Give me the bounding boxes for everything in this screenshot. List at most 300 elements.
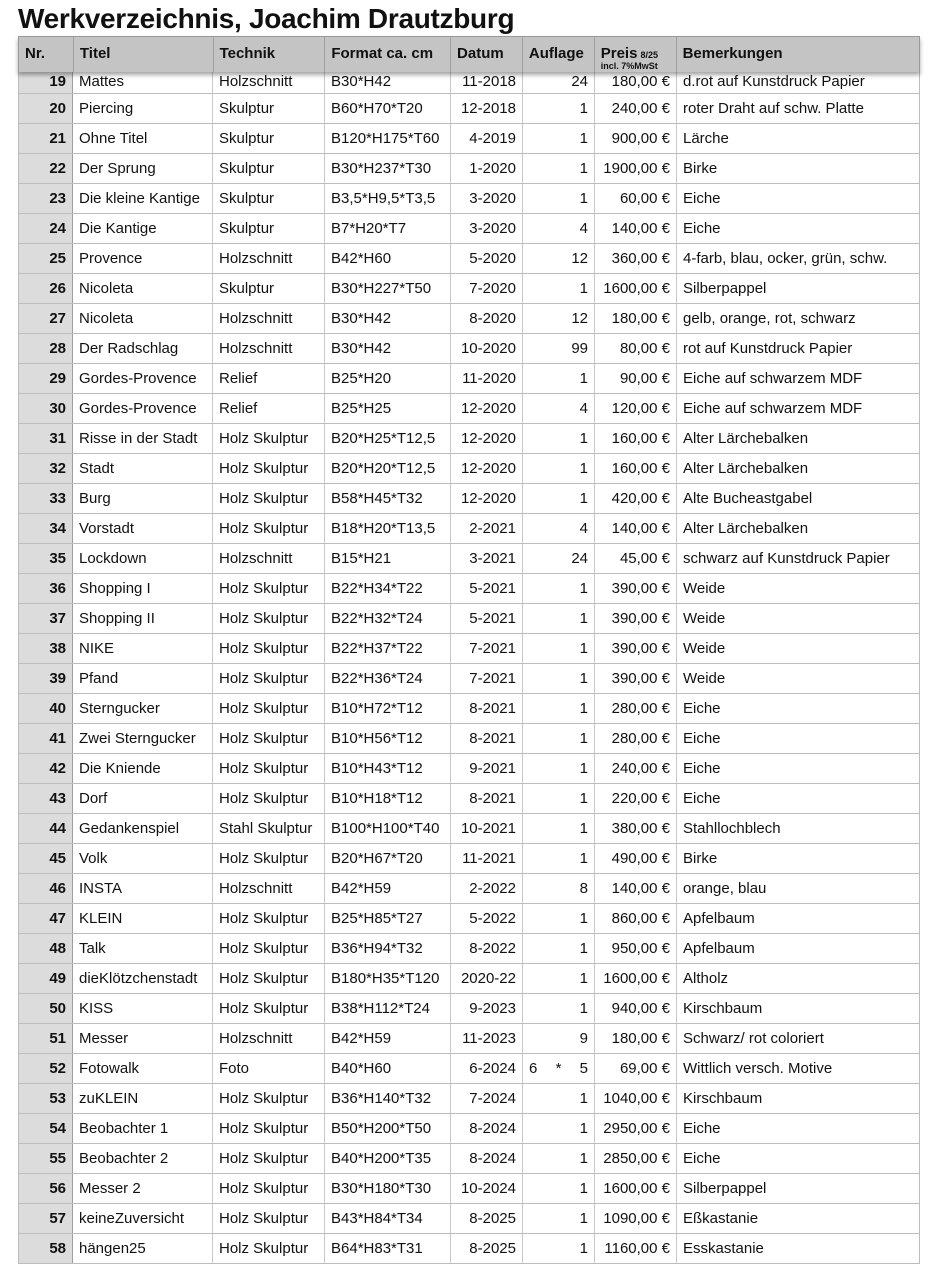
- table-row[interactable]: [18, 1144, 920, 1174]
- cell-nr[interactable]: 51: [18, 1024, 73, 1053]
- cell-titel[interactable]: Shopping I: [73, 574, 213, 603]
- cell-titel[interactable]: Nicoleta: [73, 304, 213, 333]
- cell-technik[interactable]: Holz Skulptur: [213, 1234, 325, 1263]
- cell-technik[interactable]: Holz Skulptur: [213, 964, 325, 993]
- cell-auflage[interactable]: 1: [523, 814, 595, 843]
- cell-format[interactable]: B180*H35*T120: [325, 964, 451, 993]
- cell-nr[interactable]: 37: [18, 604, 73, 633]
- header-datum[interactable]: Datum: [451, 37, 523, 72]
- cell-nr[interactable]: 49: [18, 964, 73, 993]
- cell-bemerkungen[interactable]: Birke: [677, 844, 920, 873]
- cell-nr[interactable]: 52: [18, 1054, 73, 1083]
- cell-bemerkungen[interactable]: Alte Bucheastgabel: [677, 484, 920, 513]
- cell-preis[interactable]: 390,00 €: [595, 664, 677, 693]
- table-row[interactable]: [18, 1174, 920, 1204]
- cell-preis[interactable]: 45,00 €: [595, 544, 677, 573]
- cell-technik[interactable]: Holz Skulptur: [213, 484, 325, 513]
- cell-titel[interactable]: Sterngucker: [73, 694, 213, 723]
- cell-technik[interactable]: Skulptur: [213, 124, 325, 153]
- cell-nr[interactable]: 58: [18, 1234, 73, 1263]
- cell-auflage[interactable]: 9: [523, 1024, 595, 1053]
- cell-format[interactable]: B10*H56*T12: [325, 724, 451, 753]
- cell-auflage[interactable]: 1: [523, 634, 595, 663]
- cell-format[interactable]: B36*H140*T32: [325, 1084, 451, 1113]
- cell-bemerkungen[interactable]: Eiche: [677, 1114, 920, 1143]
- cell-technik[interactable]: Holz Skulptur: [213, 514, 325, 543]
- cell-technik[interactable]: Skulptur: [213, 274, 325, 303]
- cell-titel[interactable]: Vorstadt: [73, 514, 213, 543]
- cell-datum[interactable]: 12-2018: [451, 94, 523, 123]
- cell-datum[interactable]: 5-2020: [451, 244, 523, 273]
- cell-nr[interactable]: 53: [18, 1084, 73, 1113]
- cell-titel[interactable]: Fotowalk: [73, 1054, 213, 1083]
- cell-titel[interactable]: Die Kniende: [73, 754, 213, 783]
- cell-format[interactable]: B10*H18*T12: [325, 784, 451, 813]
- cell-bemerkungen[interactable]: Alter Lärchebalken: [677, 514, 920, 543]
- cell-datum[interactable]: 5-2022: [451, 904, 523, 933]
- cell-preis[interactable]: 940,00 €: [595, 994, 677, 1023]
- cell-format[interactable]: B120*H175*T60: [325, 124, 451, 153]
- cell-nr[interactable]: 25: [18, 244, 73, 273]
- cell-bemerkungen[interactable]: Kirschbaum: [677, 1084, 920, 1113]
- cell-auflage[interactable]: 1: [523, 484, 595, 513]
- cell-format[interactable]: B40*H200*T35: [325, 1144, 451, 1173]
- cell-auflage[interactable]: 1: [523, 724, 595, 753]
- cell-preis[interactable]: 2950,00 €: [595, 1114, 677, 1143]
- table-row[interactable]: [18, 694, 920, 724]
- table-row[interactable]: [18, 454, 920, 484]
- cell-auflage[interactable]: 24: [523, 72, 595, 93]
- table-row[interactable]: [18, 844, 920, 874]
- cell-titel[interactable]: Stadt: [73, 454, 213, 483]
- cell-nr[interactable]: 27: [18, 304, 73, 333]
- cell-bemerkungen[interactable]: Stahllochblech: [677, 814, 920, 843]
- table-row[interactable]: [18, 1084, 920, 1114]
- cell-format[interactable]: B22*H34*T22: [325, 574, 451, 603]
- cell-datum[interactable]: 8-2025: [451, 1234, 523, 1263]
- cell-nr[interactable]: 41: [18, 724, 73, 753]
- table-row[interactable]: [18, 124, 920, 154]
- cell-nr[interactable]: 44: [18, 814, 73, 843]
- table-row[interactable]: [18, 1204, 920, 1234]
- cell-nr[interactable]: 42: [18, 754, 73, 783]
- cell-nr[interactable]: 47: [18, 904, 73, 933]
- cell-format[interactable]: B22*H37*T22: [325, 634, 451, 663]
- cell-titel[interactable]: Der Sprung: [73, 154, 213, 183]
- table-row[interactable]: [18, 814, 920, 844]
- cell-bemerkungen[interactable]: Apfelbaum: [677, 904, 920, 933]
- cell-datum[interactable]: 8-2024: [451, 1114, 523, 1143]
- cell-titel[interactable]: hängen25: [73, 1234, 213, 1263]
- cell-technik[interactable]: Holzschnitt: [213, 874, 325, 903]
- cell-preis[interactable]: 120,00 €: [595, 394, 677, 423]
- cell-titel[interactable]: keineZuversicht: [73, 1204, 213, 1233]
- cell-format[interactable]: B20*H20*T12,5: [325, 454, 451, 483]
- cell-technik[interactable]: Holz Skulptur: [213, 1114, 325, 1143]
- table-row[interactable]: [18, 574, 920, 604]
- cell-datum[interactable]: 3-2021: [451, 544, 523, 573]
- cell-titel[interactable]: Mattes: [73, 72, 213, 93]
- cell-format[interactable]: B22*H36*T24: [325, 664, 451, 693]
- cell-datum[interactable]: 7-2021: [451, 634, 523, 663]
- cell-titel[interactable]: Risse in der Stadt: [73, 424, 213, 453]
- table-row[interactable]: [18, 634, 920, 664]
- cell-titel[interactable]: Shopping II: [73, 604, 213, 633]
- cell-datum[interactable]: 7-2020: [451, 274, 523, 303]
- cell-bemerkungen[interactable]: Eiche: [677, 784, 920, 813]
- cell-auflage[interactable]: 1: [523, 604, 595, 633]
- cell-auflage[interactable]: 1: [523, 1144, 595, 1173]
- cell-titel[interactable]: Gordes-Provence: [73, 394, 213, 423]
- cell-preis[interactable]: 360,00 €: [595, 244, 677, 273]
- cell-datum[interactable]: 9-2021: [451, 754, 523, 783]
- cell-titel[interactable]: Die Kantige: [73, 214, 213, 243]
- cell-datum[interactable]: 10-2024: [451, 1174, 523, 1203]
- cell-nr[interactable]: 20: [18, 94, 73, 123]
- cell-preis[interactable]: 1040,00 €: [595, 1084, 677, 1113]
- cell-datum[interactable]: 7-2024: [451, 1084, 523, 1113]
- header-nr[interactable]: Nr.: [19, 37, 74, 72]
- cell-bemerkungen[interactable]: Weide: [677, 574, 920, 603]
- cell-auflage[interactable]: 1: [523, 154, 595, 183]
- cell-nr[interactable]: 40: [18, 694, 73, 723]
- cell-preis[interactable]: 280,00 €: [595, 694, 677, 723]
- cell-titel[interactable]: NIKE: [73, 634, 213, 663]
- cell-format[interactable]: B30*H42: [325, 304, 451, 333]
- cell-technik[interactable]: Holzschnitt: [213, 1024, 325, 1053]
- cell-preis[interactable]: 1600,00 €: [595, 274, 677, 303]
- cell-auflage[interactable]: 1: [523, 754, 595, 783]
- cell-technik[interactable]: Skulptur: [213, 214, 325, 243]
- cell-preis[interactable]: 180,00 €: [595, 304, 677, 333]
- cell-datum[interactable]: 8-2024: [451, 1144, 523, 1173]
- cell-nr[interactable]: 29: [18, 364, 73, 393]
- cell-nr[interactable]: 24: [18, 214, 73, 243]
- cell-auflage[interactable]: 1: [523, 784, 595, 813]
- cell-titel[interactable]: Beobachter 2: [73, 1144, 213, 1173]
- table-row[interactable]: [18, 72, 920, 94]
- cell-nr[interactable]: 19: [18, 72, 73, 93]
- cell-technik[interactable]: Holzschnitt: [213, 304, 325, 333]
- cell-datum[interactable]: 12-2020: [451, 424, 523, 453]
- cell-preis[interactable]: 390,00 €: [595, 604, 677, 633]
- table-row[interactable]: [18, 964, 920, 994]
- table-row[interactable]: [18, 214, 920, 244]
- cell-bemerkungen[interactable]: Apfelbaum: [677, 934, 920, 963]
- cell-nr[interactable]: 36: [18, 574, 73, 603]
- table-row[interactable]: [18, 334, 920, 364]
- cell-nr[interactable]: 30: [18, 394, 73, 423]
- cell-datum[interactable]: 8-2022: [451, 934, 523, 963]
- cell-nr[interactable]: 23: [18, 184, 73, 213]
- table-row[interactable]: [18, 514, 920, 544]
- cell-nr[interactable]: 54: [18, 1114, 73, 1143]
- cell-auflage[interactable]: 1: [523, 664, 595, 693]
- cell-bemerkungen[interactable]: Eiche: [677, 1144, 920, 1173]
- cell-technik[interactable]: Holz Skulptur: [213, 784, 325, 813]
- cell-bemerkungen[interactable]: orange, blau: [677, 874, 920, 903]
- cell-preis[interactable]: 390,00 €: [595, 574, 677, 603]
- cell-auflage[interactable]: 1: [523, 94, 595, 123]
- cell-nr[interactable]: 35: [18, 544, 73, 573]
- cell-technik[interactable]: Holz Skulptur: [213, 1144, 325, 1173]
- table-row[interactable]: [18, 484, 920, 514]
- cell-technik[interactable]: Holz Skulptur: [213, 844, 325, 873]
- cell-datum[interactable]: 5-2021: [451, 574, 523, 603]
- cell-datum[interactable]: 4-2019: [451, 124, 523, 153]
- cell-preis[interactable]: 180,00 €: [595, 72, 677, 93]
- cell-preis[interactable]: 80,00 €: [595, 334, 677, 363]
- cell-auflage[interactable]: [523, 1054, 595, 1083]
- cell-technik[interactable]: Relief: [213, 394, 325, 423]
- cell-bemerkungen[interactable]: Silberpappel: [677, 1174, 920, 1203]
- cell-titel[interactable]: Zwei Sterngucker: [73, 724, 213, 753]
- cell-nr[interactable]: 39: [18, 664, 73, 693]
- cell-preis[interactable]: 490,00 €: [595, 844, 677, 873]
- cell-format[interactable]: B43*H84*T34: [325, 1204, 451, 1233]
- cell-preis[interactable]: 420,00 €: [595, 484, 677, 513]
- cell-titel[interactable]: Piercing: [73, 94, 213, 123]
- cell-format[interactable]: B3,5*H9,5*T3,5: [325, 184, 451, 213]
- cell-nr[interactable]: 32: [18, 454, 73, 483]
- cell-technik[interactable]: Holz Skulptur: [213, 1204, 325, 1233]
- cell-technik[interactable]: Holz Skulptur: [213, 904, 325, 933]
- cell-technik[interactable]: Holzschnitt: [213, 244, 325, 273]
- cell-datum[interactable]: 8-2021: [451, 784, 523, 813]
- cell-auflage[interactable]: 1: [523, 454, 595, 483]
- cell-auflage[interactable]: 1: [523, 124, 595, 153]
- cell-technik[interactable]: Holzschnitt: [213, 72, 325, 93]
- table-row[interactable]: [18, 664, 920, 694]
- cell-titel[interactable]: Die kleine Kantige: [73, 184, 213, 213]
- cell-auflage[interactable]: 4: [523, 514, 595, 543]
- cell-auflage[interactable]: 1: [523, 364, 595, 393]
- cell-datum[interactable]: 10-2020: [451, 334, 523, 363]
- cell-nr[interactable]: 55: [18, 1144, 73, 1173]
- table-row[interactable]: [18, 874, 920, 904]
- cell-bemerkungen[interactable]: Eiche auf schwarzem MDF: [677, 394, 920, 423]
- cell-bemerkungen[interactable]: Eiche: [677, 754, 920, 783]
- cell-nr[interactable]: 48: [18, 934, 73, 963]
- table-row[interactable]: [18, 394, 920, 424]
- cell-format[interactable]: B60*H70*T20: [325, 94, 451, 123]
- cell-technik[interactable]: Holz Skulptur: [213, 604, 325, 633]
- cell-format[interactable]: B20*H67*T20: [325, 844, 451, 873]
- header-bemerkungen[interactable]: Bemerkungen: [682, 45, 783, 62]
- table-row[interactable]: [18, 784, 920, 814]
- cell-technik[interactable]: Holz Skulptur: [213, 574, 325, 603]
- cell-bemerkungen[interactable]: Wittlich versch. Motive: [677, 1054, 920, 1083]
- cell-format[interactable]: B30*H180*T30: [325, 1174, 451, 1203]
- cell-bemerkungen[interactable]: Eiche: [677, 184, 920, 213]
- cell-auflage[interactable]: 1: [523, 1084, 595, 1113]
- cell-preis[interactable]: 69,00 €: [595, 1054, 677, 1083]
- cell-preis[interactable]: 240,00 €: [595, 754, 677, 783]
- cell-format[interactable]: B25*H20: [325, 364, 451, 393]
- cell-titel[interactable]: KISS: [73, 994, 213, 1023]
- cell-titel[interactable]: Lockdown: [73, 544, 213, 573]
- table-row[interactable]: [18, 544, 920, 574]
- cell-preis[interactable]: 240,00 €: [595, 94, 677, 123]
- cell-technik[interactable]: Stahl Skulptur: [213, 814, 325, 843]
- cell-nr[interactable]: 31: [18, 424, 73, 453]
- table-row[interactable]: [18, 94, 920, 124]
- cell-preis[interactable]: 900,00 €: [595, 124, 677, 153]
- header-technik[interactable]: Technik: [214, 37, 326, 72]
- cell-preis[interactable]: 160,00 €: [595, 424, 677, 453]
- header-titel[interactable]: Titel: [74, 37, 214, 72]
- cell-titel[interactable]: Messer 2: [73, 1174, 213, 1203]
- cell-titel[interactable]: KLEIN: [73, 904, 213, 933]
- cell-preis[interactable]: 140,00 €: [595, 874, 677, 903]
- table-row[interactable]: [18, 904, 920, 934]
- cell-bemerkungen[interactable]: gelb, orange, rot, schwarz: [677, 304, 920, 333]
- cell-auflage[interactable]: 4: [523, 214, 595, 243]
- cell-nr[interactable]: 28: [18, 334, 73, 363]
- cell-format[interactable]: B25*H85*T27: [325, 904, 451, 933]
- cell-datum[interactable]: 5-2021: [451, 604, 523, 633]
- cell-preis[interactable]: 1160,00 €: [595, 1234, 677, 1263]
- cell-technik[interactable]: Holz Skulptur: [213, 1174, 325, 1203]
- cell-datum[interactable]: 7-2021: [451, 664, 523, 693]
- cell-preis[interactable]: 1600,00 €: [595, 1174, 677, 1203]
- cell-titel[interactable]: Messer: [73, 1024, 213, 1053]
- cell-bemerkungen[interactable]: Schwarz/ rot coloriert: [677, 1024, 920, 1053]
- cell-bemerkungen[interactable]: Eiche auf schwarzem MDF: [677, 364, 920, 393]
- cell-datum[interactable]: 2-2021: [451, 514, 523, 543]
- table-row[interactable]: [18, 274, 920, 304]
- cell-preis[interactable]: 390,00 €: [595, 634, 677, 663]
- cell-datum[interactable]: 12-2020: [451, 484, 523, 513]
- cell-auflage[interactable]: 1: [523, 694, 595, 723]
- cell-technik[interactable]: Holz Skulptur: [213, 1084, 325, 1113]
- table-row[interactable]: [18, 1054, 920, 1084]
- cell-nr[interactable]: 38: [18, 634, 73, 663]
- cell-auflage[interactable]: 1: [523, 1204, 595, 1233]
- cell-datum[interactable]: 11-2021: [451, 844, 523, 873]
- cell-technik[interactable]: Holz Skulptur: [213, 754, 325, 783]
- cell-technik[interactable]: Holz Skulptur: [213, 454, 325, 483]
- cell-technik[interactable]: Holzschnitt: [213, 334, 325, 363]
- cell-bemerkungen[interactable]: Silberpappel: [677, 274, 920, 303]
- cell-datum[interactable]: 9-2023: [451, 994, 523, 1023]
- cell-format[interactable]: B18*H20*T13,5: [325, 514, 451, 543]
- cell-titel[interactable]: Dorf: [73, 784, 213, 813]
- cell-auflage[interactable]: 1: [523, 964, 595, 993]
- cell-technik[interactable]: Skulptur: [213, 94, 325, 123]
- cell-preis[interactable]: 140,00 €: [595, 514, 677, 543]
- cell-auflage[interactable]: 99: [523, 334, 595, 363]
- cell-format[interactable]: B20*H25*T12,5: [325, 424, 451, 453]
- cell-titel[interactable]: INSTA: [73, 874, 213, 903]
- cell-datum[interactable]: 8-2021: [451, 724, 523, 753]
- cell-bemerkungen[interactable]: 4-farb, blau, ocker, grün, schw.: [677, 244, 920, 273]
- cell-preis[interactable]: 1600,00 €: [595, 964, 677, 993]
- cell-datum[interactable]: 11-2018: [451, 72, 523, 93]
- cell-titel[interactable]: Talk: [73, 934, 213, 963]
- table-row[interactable]: [18, 994, 920, 1024]
- cell-format[interactable]: B100*H100*T40: [325, 814, 451, 843]
- table-row[interactable]: [18, 754, 920, 784]
- cell-datum[interactable]: 3-2020: [451, 184, 523, 213]
- cell-titel[interactable]: Ohne Titel: [73, 124, 213, 153]
- cell-preis[interactable]: 140,00 €: [595, 214, 677, 243]
- cell-titel[interactable]: Nicoleta: [73, 274, 213, 303]
- cell-format[interactable]: B64*H83*T31: [325, 1234, 451, 1263]
- cell-format[interactable]: B7*H20*T7: [325, 214, 451, 243]
- cell-format[interactable]: B22*H32*T24: [325, 604, 451, 633]
- table-row[interactable]: [18, 244, 920, 274]
- cell-nr[interactable]: 21: [18, 124, 73, 153]
- cell-titel[interactable]: Burg: [73, 484, 213, 513]
- cell-format[interactable]: B30*H42: [325, 72, 451, 93]
- cell-auflage[interactable]: 1: [523, 844, 595, 873]
- cell-datum[interactable]: 11-2023: [451, 1024, 523, 1053]
- cell-preis[interactable]: 950,00 €: [595, 934, 677, 963]
- table-row[interactable]: [18, 304, 920, 334]
- cell-nr[interactable]: 46: [18, 874, 73, 903]
- cell-technik[interactable]: Foto: [213, 1054, 325, 1083]
- cell-auflage[interactable]: 1: [523, 574, 595, 603]
- cell-nr[interactable]: 34: [18, 514, 73, 543]
- cell-titel[interactable]: dieKlötzchenstadt: [73, 964, 213, 993]
- cell-technik[interactable]: Holzschnitt: [213, 544, 325, 573]
- cell-nr[interactable]: 57: [18, 1204, 73, 1233]
- cell-format[interactable]: B40*H60: [325, 1054, 451, 1083]
- cell-technik[interactable]: Holz Skulptur: [213, 694, 325, 723]
- table-row[interactable]: [18, 934, 920, 964]
- cell-preis[interactable]: 160,00 €: [595, 454, 677, 483]
- cell-bemerkungen[interactable]: d.rot auf Kunstdruck Papier: [677, 72, 920, 93]
- cell-preis[interactable]: 180,00 €: [595, 1024, 677, 1053]
- cell-nr[interactable]: 22: [18, 154, 73, 183]
- cell-datum[interactable]: 8-2021: [451, 694, 523, 723]
- cell-format[interactable]: B10*H43*T12: [325, 754, 451, 783]
- cell-bemerkungen[interactable]: schwarz auf Kunstdruck Papier: [677, 544, 920, 573]
- cell-bemerkungen[interactable]: Eiche: [677, 694, 920, 723]
- cell-titel[interactable]: Pfand: [73, 664, 213, 693]
- header-format[interactable]: Format ca. cm: [325, 37, 451, 72]
- cell-format[interactable]: B10*H72*T12: [325, 694, 451, 723]
- cell-preis[interactable]: 90,00 €: [595, 364, 677, 393]
- cell-bemerkungen[interactable]: Kirschbaum: [677, 994, 920, 1023]
- cell-auflage[interactable]: 4: [523, 394, 595, 423]
- cell-bemerkungen[interactable]: Eiche: [677, 214, 920, 243]
- cell-auflage[interactable]: 8: [523, 874, 595, 903]
- cell-bemerkungen[interactable]: roter Draht auf schw. Platte: [677, 94, 920, 123]
- cell-datum[interactable]: 1-2020: [451, 154, 523, 183]
- cell-bemerkungen[interactable]: Alter Lärchebalken: [677, 454, 920, 483]
- cell-format[interactable]: B58*H45*T32: [325, 484, 451, 513]
- cell-nr[interactable]: 56: [18, 1174, 73, 1203]
- table-row[interactable]: [18, 364, 920, 394]
- cell-bemerkungen[interactable]: rot auf Kunstdruck Papier: [677, 334, 920, 363]
- table-row[interactable]: [18, 1114, 920, 1144]
- cell-preis[interactable]: 60,00 €: [595, 184, 677, 213]
- cell-datum[interactable]: 6-2024: [451, 1054, 523, 1083]
- cell-auflage[interactable]: 24: [523, 544, 595, 573]
- cell-preis[interactable]: 1090,00 €: [595, 1204, 677, 1233]
- cell-format[interactable]: B15*H21: [325, 544, 451, 573]
- cell-datum[interactable]: 3-2020: [451, 214, 523, 243]
- cell-bemerkungen[interactable]: Esskastanie: [677, 1234, 920, 1263]
- table-row[interactable]: [18, 184, 920, 214]
- cell-titel[interactable]: zuKLEIN: [73, 1084, 213, 1113]
- cell-bemerkungen[interactable]: Alter Lärchebalken: [677, 424, 920, 453]
- cell-bemerkungen[interactable]: Eiche: [677, 724, 920, 753]
- cell-technik[interactable]: Relief: [213, 364, 325, 393]
- cell-auflage[interactable]: 1: [523, 934, 595, 963]
